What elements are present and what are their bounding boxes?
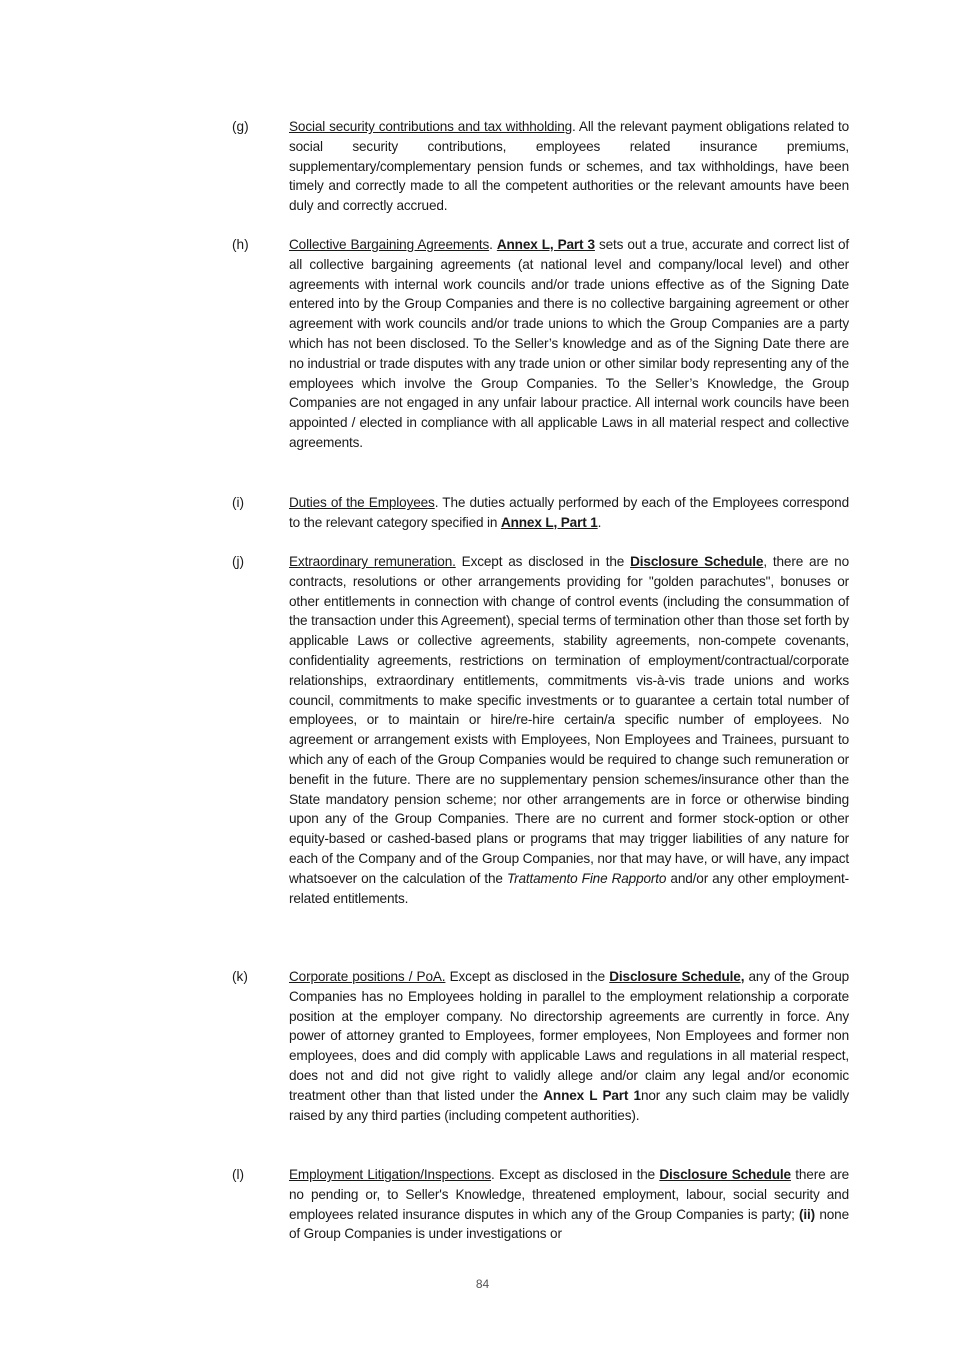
- clause-text: and/or any other employment-related entitlements.: [289, 870, 849, 906]
- italic-term: Trattamento Fine Rapporto: [506, 870, 667, 886]
- clause-heading: Employment Litigation/Inspections: [289, 1167, 492, 1182]
- disclosure-schedule-reference: Disclosure Schedule: [609, 969, 741, 984]
- sub-item-marker: (ii): [799, 1206, 816, 1222]
- clause-body: [289, 1165, 849, 1244]
- clause-heading: Extraordinary remuneration.: [289, 554, 456, 569]
- clause-text: . The duties actually performed by each of the Employees correspond to the relevant category specified in: [289, 495, 849, 530]
- clause-text: Except as disclosed in the: [455, 554, 631, 569]
- annex-reference: Annex L, Part 3: [496, 237, 595, 252]
- clause-text: . All the relevant payment obligations related to social security contributions, employees related insurance premiums, supplementary/complementary pension funds or schemes, and tax withholdings, have been timely and correctly made to all the competent authorities or the relevant amounts have been duly and correctly accrued.: [289, 119, 849, 214]
- clause-text: , there are no contracts, resolutions or other arrangements providing for "golden parachutes", bonuses or other entitlements in connection with change of control events (including the consummation of the transaction under this Agreement), special terms of termination other than those set forth by applicable Laws or collective agreements, stability agreements, non-compete covenants, confidentiality agreements, restrictions on termination of employment/contractual/corporate relationships, extraordinary entitlements, commitments vis-à-vis trade unions and works council, commitments to make specific investments or to guarantee a certain total number of employees, or to maintain or hire/re-hire certain/a specific number of employees. No agreement or arrangement exists with Employees, Non Employees and Trainees, pursuant to which any of each of the Group Companies would be required to change such remuneration or benefit in the future. There are no supplementary pension schemes/insurance other than the State mandatory pension scheme; nor other arrangements are in force or otherwise binding upon any of the Group Companies. There are no current and former stock-option or other equity-based or cashed-based plans or programs that may trigger liabilities of any nature for each of the Company and of the Group Companies, nor that may have, or will have, any impact whatsoever on the calculation of the: [289, 554, 849, 886]
- clause-separator: .: [489, 237, 497, 252]
- clause-label: (h): [232, 237, 249, 252]
- clause-heading: Corporate positions / PoA.: [289, 969, 446, 984]
- clause-text: . Except as disclosed in the: [491, 1167, 660, 1182]
- clause-text: sets out a true, accurate and correct list of all collective bargaining agreements (at national level and company/local level) and other agreements with internal work councils and/or trade unions effective as of the Signing Date entered into by the Group Companies and there is no collective bargaining agreement or other agreement with work councils and/or trade unions to which the Group Companies are a party which has not been disclosed. To the Seller’s knowledge and as of the Signing Date there are no industrial or trade disputes with any trade union or other similar body representing any of the employees which involve the Group Companies. To the Seller’s Knowledge, the Group Companies are not engaged in any unfair labour practice. All internal work councils have been appointed / elected in compliance with all applicable Laws in all material respect and collective agreements.: [289, 237, 849, 450]
- clause-body: [289, 967, 849, 1125]
- annex-reference: Annex L, Part 1: [500, 514, 598, 530]
- bold-comma: ,: [740, 969, 745, 984]
- clause-heading: Social security contributions and tax withholding: [289, 119, 573, 134]
- clause-text: nor any such claim may be validly raised by any third parties (including competent authorities).: [289, 1087, 849, 1123]
- clause-heading: Duties of the Employees: [289, 495, 435, 510]
- clause-heading: Collective Bargaining Agreements: [289, 237, 490, 252]
- disclosure-schedule-reference: Disclosure Schedule: [659, 1167, 791, 1182]
- disclosure-schedule-reference: Disclosure Schedule: [630, 554, 764, 569]
- annex-reference: Annex L Part 1: [543, 1087, 641, 1103]
- clause-text: there are no pending or, to Seller's Knowledge, threatened employment, labour, social security and employees related insurance disputes in which any of the Group Companies is party;: [289, 1167, 850, 1222]
- clause-label: (j): [232, 554, 245, 569]
- page-number: 84: [475, 1277, 490, 1291]
- clause-label: (i): [232, 495, 245, 510]
- clause-text: none of Group Companies is under investigations or: [289, 1206, 849, 1242]
- clause-label: (g): [232, 119, 249, 134]
- clause-text: any of the Group Companies has no Employees holding in parallel to the employment relationship a corporate position at the employer company. No directorship agreements are currently in force. Any power of attorney granted to Employees, former employees, Non Employees and former non employees, does and did comply with applicable Laws and regulations in all material respect, does not and did not give right to validly allege and/or claim any legal and/or economic treatment other than that listed under the: [289, 969, 850, 1103]
- clause-body: [289, 493, 849, 533]
- clause-label: (l): [232, 1167, 245, 1182]
- clause-body: [289, 235, 849, 453]
- clause-body: [289, 117, 849, 216]
- clause-end: .: [597, 514, 602, 530]
- clause-text: Except as disclosed in the: [445, 969, 610, 984]
- clause-label: (k): [232, 969, 248, 984]
- clause-body: [289, 552, 849, 908]
